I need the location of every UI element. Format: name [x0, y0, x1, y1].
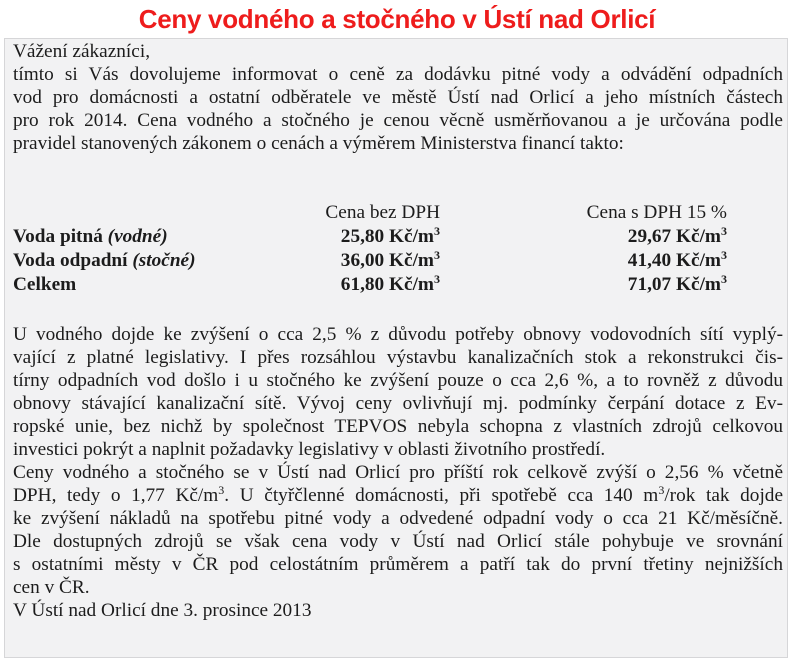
price-without-vat: 25,80 $Kč/m^3$: [340, 224, 440, 247]
page-title: Ceny vodného a stočného v Ústí nad Orlicí: [138, 4, 656, 34]
intro-line: pravidel stanovených zákonem o cenách a výměrem Ministerstva financí takto:: [13, 133, 624, 154]
price-without-vat: 36,00 $Kč/m^3$: [340, 248, 440, 271]
signature-line: V Ústí nad Orlicí dne 3. prosince 2013: [13, 600, 312, 621]
paragraph-line: s ostatními městy v ČR pod celostátním průměrem a patří tak do první třetiny nejnižších: [13, 554, 783, 575]
row-label: Voda odpadní (stočné): [13, 250, 196, 271]
paragraph-line: tírny odpadních vod došlo i u stočného ke zvýšení pouze o cca 2,6 %, a to rovněž z důvodu: [13, 370, 783, 391]
header-without-vat: Cena bez DPH: [325, 202, 440, 223]
price-without-vat: 61,80 $Kč/m^3$: [340, 272, 440, 295]
paragraph-line: Dle dostupných zdrojů se však cena vody v Ústí nad Orlicí stále pohybuje ve srovnání: [13, 531, 783, 552]
notice-box: [4, 38, 788, 658]
paragraph-line: U vodného dojde ke zvýšení o cca 2,5 % z důvodu potřeby obnovy vodovodních sítí vyplý-: [13, 324, 783, 345]
intro-line: vod pro domácnosti a ostatní odběratele ve městě Ústí nad Orlicí a jeho místních částech: [13, 87, 783, 108]
greeting: Vážení zákazníci,: [13, 41, 151, 62]
price-with-vat: 41,40 $Kč/m^3$: [627, 248, 727, 271]
row-label: Celkem: [13, 274, 77, 295]
intro-line: tímto si Vás dovolujeme informovat o ceně za dodávku pitné vody a odvádění odpadních: [13, 64, 783, 85]
price-row-drinking-water: [13, 225, 783, 249]
price-row-total: [13, 273, 783, 297]
intro-line: pro rok 2014. Cena vodného a stočného je cenou věcně usměrňovanou a je určována podle: [13, 110, 783, 131]
paragraph-line: ke zvýšení nákladů na spotřebu pitné vody a odvedené odpadní vody o cca 21 Kč/měsíčně.: [13, 508, 783, 529]
price-with-vat: 71,07 $Kč/m^3$: [627, 272, 727, 295]
price-with-vat: 29,67 $Kč/m^3$: [627, 224, 727, 247]
paragraph-line: DPH, tedy o 1,77 $Kč/m^3$. U čtyřčlenné domácnosti, při spotřebě cca 140 $m^3$/rok tak dojde: [13, 483, 784, 506]
paragraph-line: cen v ČR.: [13, 577, 90, 598]
row-label: Voda pitná (vodné): [13, 226, 168, 247]
paragraph-line: ropské unie, bez nichž by společnost TEPVOS nebyla schopna z vlastních zdrojů celkovou: [13, 416, 783, 437]
price-table-header: [13, 201, 783, 225]
paragraph-line: obnovy stávající kanalizační sítě. Vývoj ceny ovlivňují mj. podmínky čerpání dotace z Ev-: [13, 393, 783, 414]
paragraph-line: Ceny vodného a stočného se v Ústí nad Orlicí pro příští rok celkově zvýší o 2,56 % včetně: [13, 462, 783, 483]
header-with-vat: Cena s DPH 15 %: [586, 202, 727, 223]
paragraph-line: vající z platné legislativy. I přes rozsáhlou výstavbu kanalizačních stok a rekonstrukci čis-: [13, 347, 783, 368]
paragraph-line: investici pokrýt a naplnit požadavky legislativy v oblasti životního prostředí.: [13, 439, 606, 460]
price-row-waste-water: [13, 249, 783, 273]
